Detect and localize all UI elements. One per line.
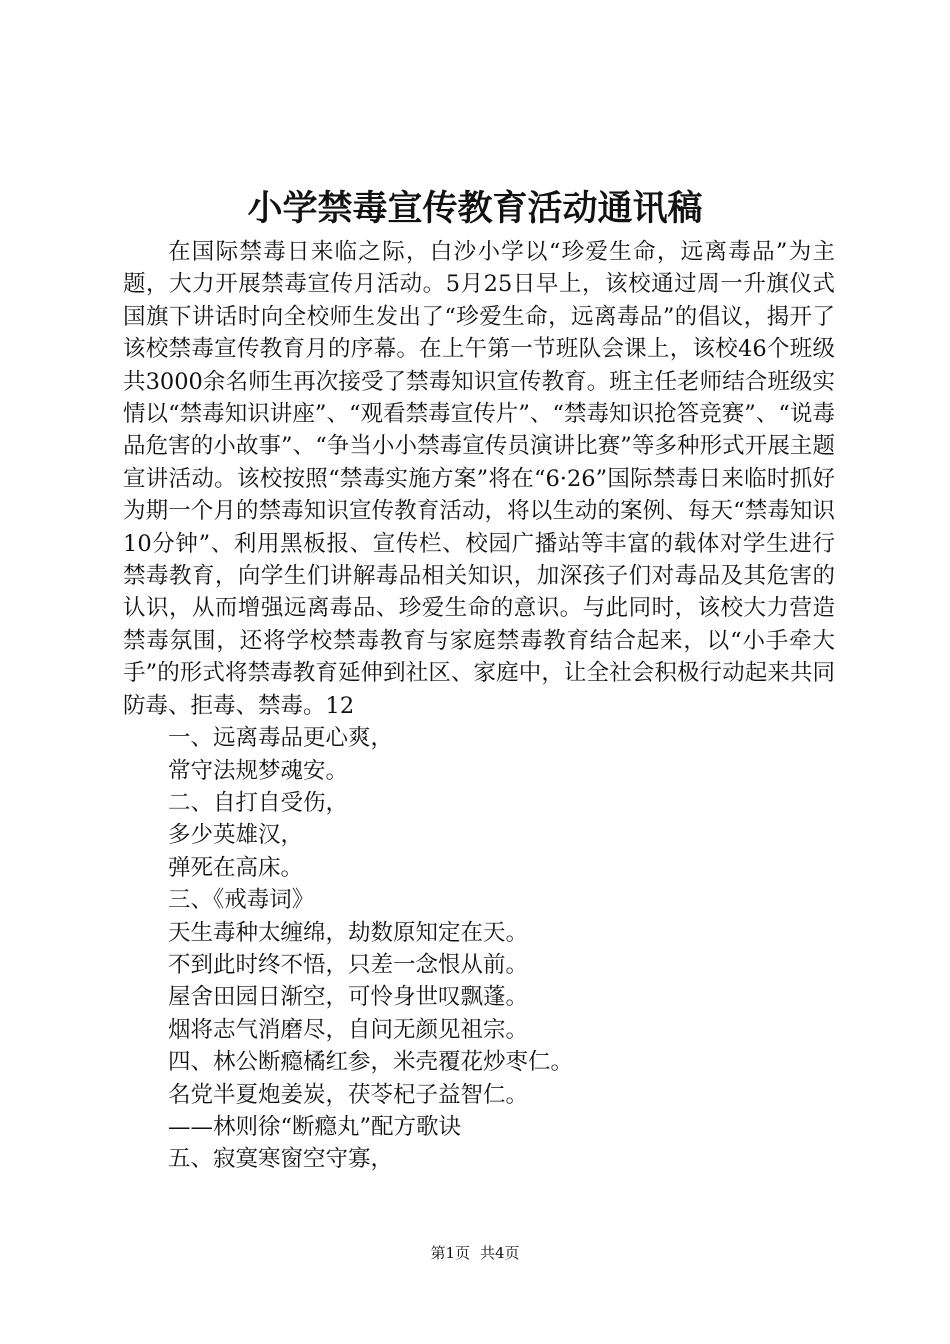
verse-line-14: 五、寂寞寒窗空守寡， <box>168 1146 394 1173</box>
verse-line-10: 烟将志气消磨尽，自问无颜见祖宗。 <box>168 1016 529 1043</box>
document-body <box>123 236 835 1176</box>
verse-line-1: 一、远离毒品更心爽， <box>168 725 394 752</box>
verse-line-11: 四、林公断瘾橘红参，米壳覆花炒枣仁。 <box>168 1049 574 1076</box>
verse-line-5: 弹死在高床。 <box>168 854 304 881</box>
verse-line-8: 不到此时终不悟，只差一念恨从前。 <box>168 951 529 978</box>
document-title: 小学禁毒宣传教育活动通讯稿 <box>247 188 703 229</box>
verse-line-6: 三、《戒毒词》 <box>168 887 315 914</box>
main-paragraph: 在国际禁毒日来临之际，白沙小学以“珍爱生命，远离毒品”为主题，大力开展禁毒宣传月活动。5月25日早上，该校通过周一升旗仪式国旗下讲话时向全校师生发出了“珍爱生命，远离毒品”的倡议，揭开了该校禁毒宣传教育月的序幕。在上午第一节班队会课上，该校46个班级共3000余名师生再次接受了禁毒知识宣传教育。班主任老师结合班级实情以“禁毒知识讲座”、“观看禁毒宣传片”、“禁毒知识抢答竞赛”、“说毒品危害的小故事”、“争当小小禁毒宣传员演讲比赛”等多种形式开展主题宣讲活动。该校按照“禁毒实施方案”将在“6·26”国际禁毒日来临时抓好为期一个月的禁毒知识宣传教育活动，将以生动的案例、每天“禁毒知识10分钟”、利用黑板报、宣传栏、校园广播站等丰富的载体对学生进行禁毒教育，向学生们讲解毒品相关知识，加深孩子们对毒品及其危害的认识，从而增强远离毒品、珍爱生命的意识。与此同时，该校大力营造禁毒氛围，还将学校禁毒教育与家庭禁毒教育结合起来，以“小手牵大手”的形式将禁毒教育延伸到社区、家庭中，让全社会积极行动起来共同防毒、拒毒、禁毒。12 <box>123 239 835 719</box>
page-footer <box>0 1243 950 1263</box>
page-number: 第1页 <box>430 1244 470 1262</box>
verse-line-2: 常守法规梦魂安。 <box>168 757 349 784</box>
page-total: 共4页 <box>480 1244 520 1262</box>
verse-line-7: 天生毒种太缠绵，劫数原知定在天。 <box>168 919 529 946</box>
verse-line-9: 屋舍田园日渐空，可怜身世叹飘蓬。 <box>168 984 529 1011</box>
verse-line-3: 二、自打自受伤， <box>168 789 349 816</box>
verse-line-4: 多少英雄汉， <box>168 822 304 849</box>
verse-line-12: 名党半夏炮姜炭，茯苓杞子益智仁。 <box>168 1081 529 1108</box>
verse-line-13: ——林则徐“断瘾丸”配方歌诀 <box>168 1113 462 1140</box>
